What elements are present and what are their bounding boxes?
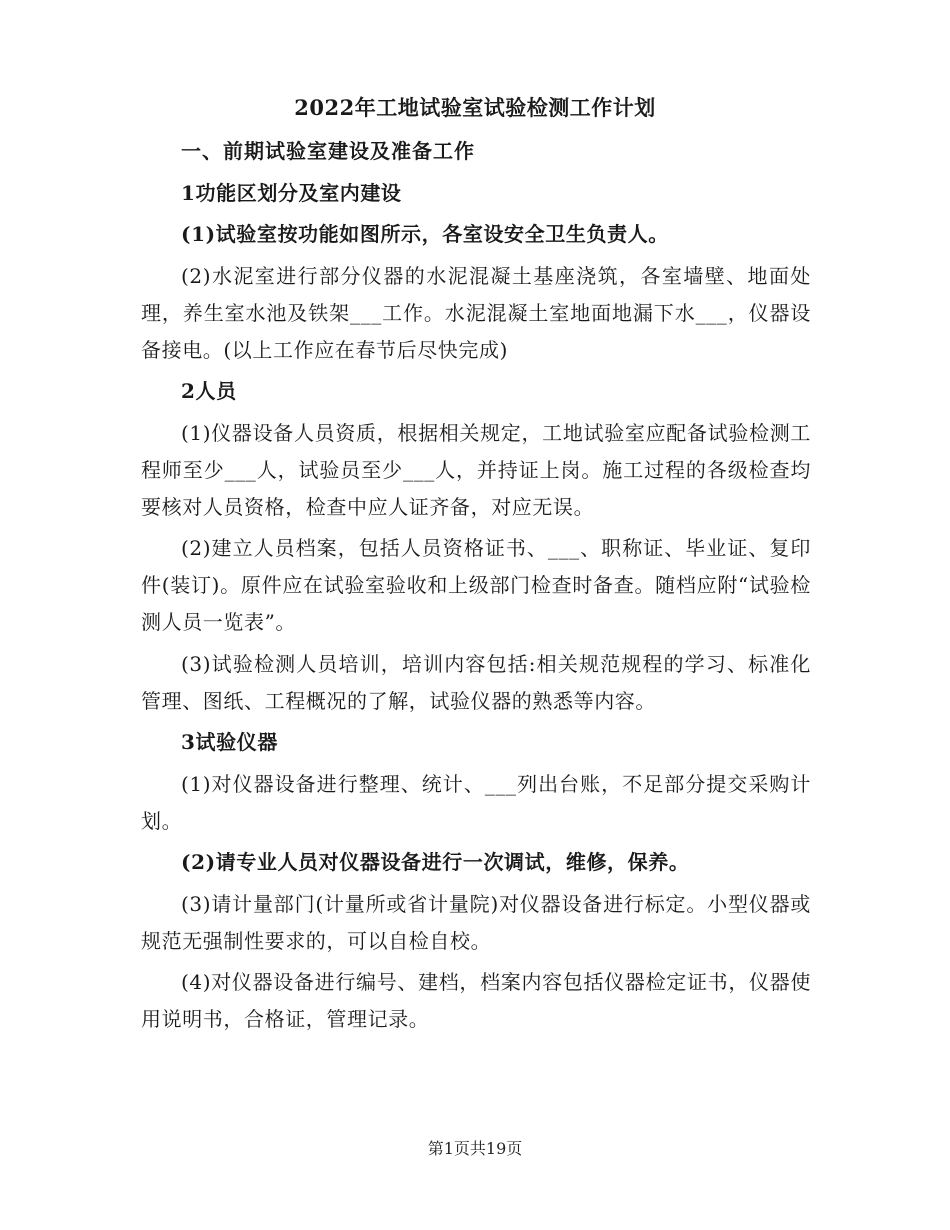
paragraph-2-1: (1)仪器设备人员资质，根据相关规定，工地试验室应配备试验检测工程师至少___人，试验员至少___人，并持证上岗。施工过程的各级检查均要核对人员资格，检查中应人证齐备，对应无误。 <box>141 420 811 519</box>
paragraph-3-3: (3)请计量部门(计量所或省计量院)对仪器设备进行标定。小型仪器或规范无强制性要求的，可以自检自校。 <box>141 891 811 953</box>
paragraph-3-2: (2)请专业人员对仪器设备进行一次调试，维修，保养。 <box>181 850 690 874</box>
paragraph-2-2: (2)建立人员档案，包括人员资格证书、___、职称证、毕业证、复印件(装订)。原件应在试验室验收和上级部门检查时备查。随档应附“试验检测人员一览表”。 <box>141 536 811 634</box>
document-body <box>141 133 811 1043</box>
paragraph-1-1: (1)试验室按功能如图所示，各室设安全卫生负责人。 <box>181 222 669 246</box>
paragraph-3-1: (1)对仪器设备进行整理、统计、___列出台账，不足部分提交采购计划。 <box>141 771 811 833</box>
section-heading-1: 一、前期试验室建设及准备工作 <box>181 139 475 163</box>
paragraph-3-4: (4)对仪器设备进行编号、建档，档案内容包括仪器检定证书，仪器使用说明书，合格证，管理记录。 <box>141 970 811 1031</box>
document-title: 2022年工地试验室试验检测工作计划 <box>294 95 656 120</box>
subsection-heading-1: 1功能区划分及室内建设 <box>181 180 402 205</box>
paragraph-1-2: (2)水泥室进行部分仪器的水泥混凝土基座浇筑，各室墙壁、地面处理，养生室水池及铁架___工作。水泥混凝土室地面地漏下水___，仪器设备接电。(以上工作应在春节后尽快完成) <box>141 263 811 362</box>
paragraph-2-3: (3)试验检测人员培训，培训内容包括:相关规范规程的学习、标准化管理、图纸、工程概况的了解，试验仪器的熟悉等内容。 <box>141 651 811 713</box>
subsection-heading-3: 3试验仪器 <box>181 730 278 754</box>
subsection-heading-2: 2人员 <box>181 379 237 403</box>
page-footer: 第1页共19页 <box>427 1139 523 1158</box>
